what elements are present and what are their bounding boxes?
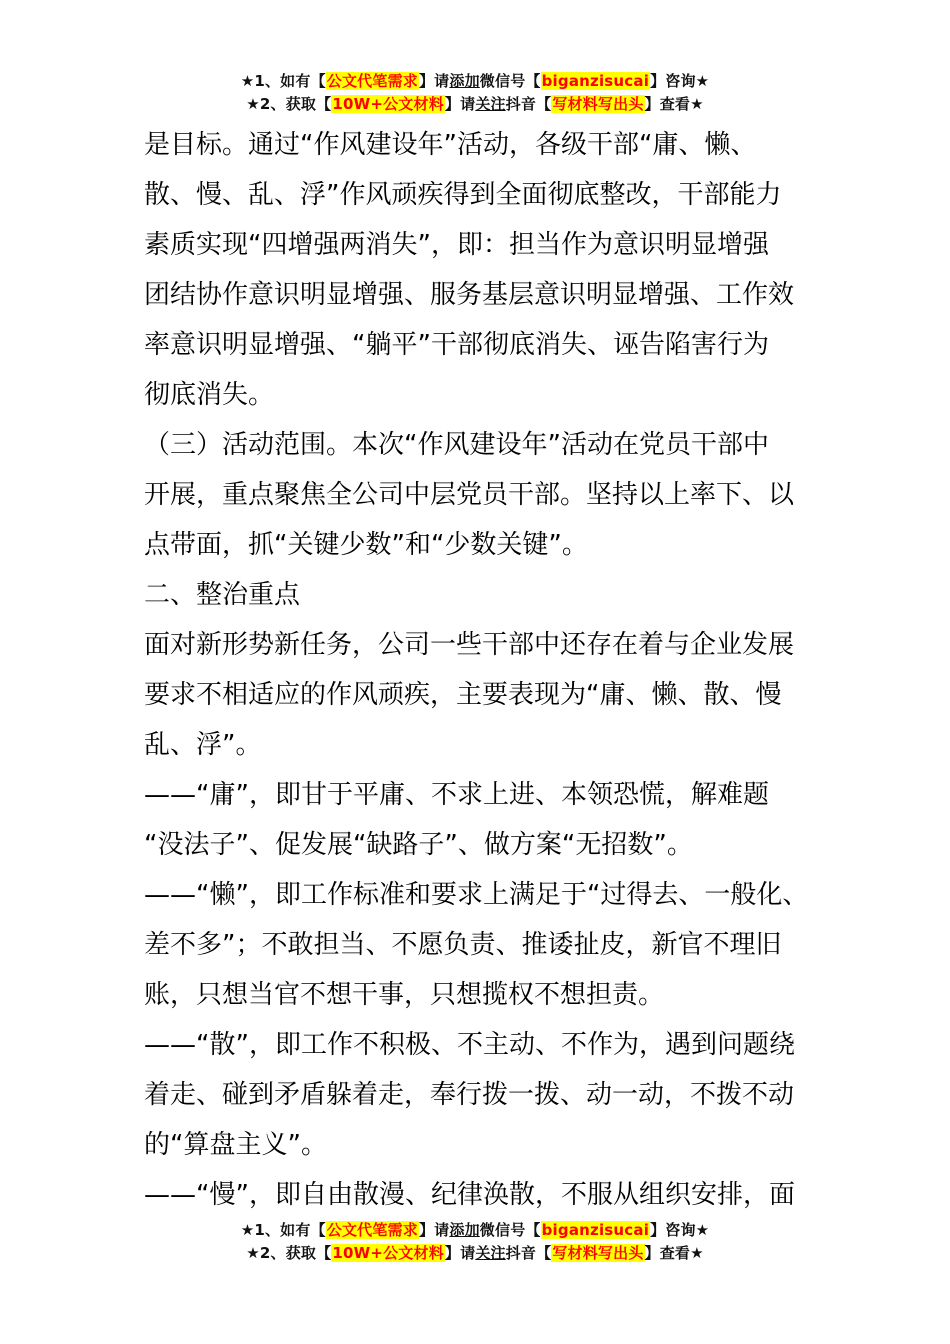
text-line: ——“散”，即工作不积极、不主动、不作为，遇到问题绕	[144, 1030, 795, 1060]
promo-underlined-text: 关注	[475, 95, 506, 113]
text-line: 要求不相适应的作风顽疾，主要表现为“庸、懒、散、慢	[144, 680, 782, 710]
promo-text: ★1、如有【	[240, 1221, 326, 1239]
text-line: ——“慢”，即自由散漫、纪律涣散，不服从组织安排，面	[144, 1180, 795, 1210]
text-line: 是目标。通过“作风建设年”活动，各级干部“庸、懒、	[144, 130, 757, 160]
text-line: 的“算盘主义”。	[144, 1130, 327, 1160]
text-line: ——“懒”，即工作标准和要求上满足于“过得去、一般化、	[144, 880, 809, 910]
header-promo-banner	[0, 70, 950, 116]
promo-text: 】请	[418, 1221, 450, 1239]
footer-promo-banner	[0, 1219, 950, 1265]
promo-highlight-wechat-id: biganzisucai	[541, 1221, 650, 1239]
promo-underlined-text: 关注	[475, 1244, 506, 1262]
text-line: 面对新形势新任务，公司一些干部中还存在着与企业发展	[144, 630, 795, 660]
promo-highlight-materials: 10W+公文材料	[332, 1244, 444, 1262]
text-line: 率意识明显增强、“躺平”干部彻底消失、诬告陷害行为	[144, 330, 769, 360]
promo-underlined-text: 添加	[449, 72, 480, 90]
promo-highlight-service: 公文代笔需求	[326, 72, 418, 90]
promo-text: 】查看★	[644, 95, 704, 113]
text-line: 点带面，抓“关键少数”和“少数关键”。	[144, 530, 588, 560]
text-line: 账，只想当官不想干事，只想揽权不想担责。	[144, 980, 665, 1010]
text-line: 乱、浮”。	[144, 730, 262, 760]
text-line: （三）活动范围。本次“作风建设年”活动在党员干部中	[144, 430, 769, 460]
promo-text: 】请	[444, 1244, 476, 1262]
promo-text: 抖音【	[505, 1244, 552, 1262]
promo-highlight-douyin: 写材料写出头	[552, 95, 644, 113]
promo-text: 】请	[444, 95, 476, 113]
section-heading: 二、整治重点	[144, 580, 301, 610]
document-body	[144, 120, 834, 1220]
promo-text: 抖音【	[505, 95, 552, 113]
promo-text: 】查看★	[644, 1244, 704, 1262]
promo-text: 微信号【	[479, 72, 541, 90]
promo-highlight-service: 公文代笔需求	[326, 1221, 418, 1239]
text-line: “没法子”、促发展“缺路子”、做方案“无招数”。	[144, 830, 693, 860]
text-line: 彻底消失。	[144, 380, 275, 410]
promo-line-1	[0, 70, 950, 93]
promo-highlight-douyin: 写材料写出头	[552, 1244, 644, 1262]
promo-line-2	[0, 1242, 950, 1265]
promo-text: ★1、如有【	[240, 72, 326, 90]
text-line: 差不多”；不敢担当、不愿负责、推诿扯皮，新官不理旧	[144, 930, 782, 960]
promo-text: 】请	[418, 72, 450, 90]
promo-line-2	[0, 93, 950, 116]
promo-text: ★2、获取【	[246, 95, 332, 113]
text-line: 散、慢、乱、浮”作风顽疾得到全面彻底整改，干部能力	[144, 180, 782, 210]
text-line: 团结协作意识明显增强、服务基层意识明显增强、工作效	[144, 280, 795, 310]
text-line: ——“庸”，即甘于平庸、不求上进、本领恐慌，解难题	[144, 780, 769, 810]
promo-text: 】咨询★	[650, 72, 710, 90]
promo-text: ★2、获取【	[246, 1244, 332, 1262]
promo-text: 微信号【	[479, 1221, 541, 1239]
text-line: 素质实现“四增强两消失”，即：担当作为意识明显增强	[144, 230, 769, 260]
text-line: 着走、碰到矛盾躲着走，奉行拨一拨、动一动，不拨不动	[144, 1080, 795, 1110]
promo-highlight-materials: 10W+公文材料	[332, 95, 444, 113]
text-line: 开展，重点聚焦全公司中层党员干部。坚持以上率下、以	[144, 480, 795, 510]
promo-underlined-text: 添加	[449, 1221, 480, 1239]
promo-line-1	[0, 1219, 950, 1242]
promo-highlight-wechat-id: biganzisucai	[541, 72, 650, 90]
promo-text: 】咨询★	[650, 1221, 710, 1239]
